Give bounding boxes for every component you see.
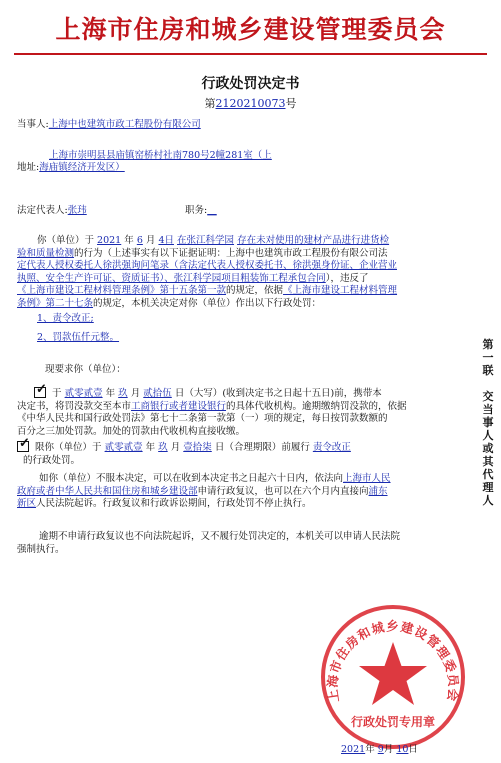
facts-day: 4日 — [158, 235, 174, 246]
opt1-year-suffix: 年 — [105, 388, 116, 399]
checkmark-icon: ✓ — [19, 436, 30, 451]
issue-date — [341, 744, 418, 757]
opt2-year-suffix: 年 — [145, 442, 156, 453]
date-day: 10 — [396, 744, 409, 755]
opt2-year: 贰零贰壹 — [104, 442, 143, 453]
facts-l3: 定代表人授权委托人徐洪强询问笔录（含法定代表人授权委托书、徐洪强身份证、企业营业 — [17, 260, 398, 271]
side-char: 交 — [482, 390, 494, 403]
date-day-suffix: 日 — [408, 744, 418, 755]
facts-l2-rest: 的行为（上述事实有以下证据证明：上海中也建筑市政工程股份有限公司法 — [74, 247, 388, 259]
document-number — [0, 95, 501, 111]
opt1-l3: 《中华人民共和国行政处罚法》第七十二条第一款第（一）项的规定，每日按罚款数额的 — [17, 413, 388, 424]
opt1-l2a: 决定书，将罚没款交至本市 — [17, 400, 132, 412]
facts-l1-pre: 你（单位）于 — [37, 235, 95, 246]
opt1-l2c: 的具体代收机构。逾期缴纳罚没款的，依据 — [226, 400, 407, 412]
organization-name: 上海市住房和城乡建设管理委员会 — [55, 15, 446, 44]
opt1-l1-rest: 日（大写）(收到决定书之日起十五日)前，携带本 — [174, 388, 382, 399]
seal-ring-text: 上海市住房和城乡建设管理委员会 — [324, 618, 462, 704]
seal-star-icon — [359, 642, 427, 705]
side-char: 第 — [482, 338, 494, 351]
opt1-day: 贰拾伍 — [143, 388, 172, 399]
position-label: 职务: — [185, 205, 208, 216]
side-char: 联 — [482, 364, 494, 377]
side-char: 人 — [482, 429, 494, 442]
address-line1 — [49, 150, 272, 163]
side-char: 其 — [482, 455, 494, 468]
date-year: 2021 — [341, 744, 366, 755]
copy-side-label — [479, 338, 497, 507]
appeal-l1a: 如你（单位）不服本决定，可以在收到本决定书之日起六十日内，依法向 — [39, 473, 344, 484]
side-char: 理 — [482, 481, 494, 494]
enforce-l2: 强制执行。 — [17, 543, 65, 555]
facts-l6: 条例》第二十七条 — [17, 297, 94, 309]
facts-month-suffix: 月 — [145, 235, 156, 246]
appeal-district: 浦东 — [368, 485, 388, 497]
appeal-l3b: 人民法院起诉。行政复议和行政诉讼期间，行政处罚不停止执行。 — [36, 498, 312, 509]
facts-l4: 执照、安全生产许可证、资质证书）、张江科学园项目粗装饰工程承包合同 — [17, 272, 326, 284]
opt1-month: 玖 — [118, 388, 128, 399]
requirements-intro: 现要求你（单位）： — [45, 364, 126, 375]
date-month: 9 — [377, 744, 384, 755]
appeal-ministry: 政府或者中华人民共和国住房和城乡建设部 — [17, 485, 198, 497]
requirement-option-2 — [17, 436, 477, 467]
rep-label: 法定代表人: — [17, 205, 68, 216]
penalty-item-2: 2、罚款伍仟元整。 — [37, 332, 120, 343]
facts-l2: 验和质量检测 — [17, 247, 75, 259]
opt2-month-suffix: 月 — [170, 442, 181, 453]
requirement-option-1 — [17, 382, 477, 438]
side-char — [479, 377, 497, 390]
opt1-l4: 百分之三加处罚款。加处的罚款由代收机构直接收缴。 — [17, 425, 246, 437]
side-char: 事 — [482, 416, 494, 429]
facts-year: 2021 — [97, 235, 122, 246]
enforce-l1: 逾期不申请行政复议也不向法院起诉，又不履行处罚决定的，本机关可以申请人民法院 — [39, 531, 401, 542]
position-value: __ — [207, 205, 217, 216]
facts-month: 6 — [136, 235, 143, 246]
checkmark-icon: ✓ — [36, 382, 47, 397]
address-line2 — [17, 162, 125, 175]
side-char: 一 — [482, 351, 494, 364]
legal-rep-line — [17, 205, 87, 218]
checkbox-option-2 — [17, 436, 30, 452]
docno-value: 2120210073 — [215, 97, 286, 110]
facts-l5-tail: 《上海市建设工程材料管理 — [283, 285, 398, 296]
opt1-bank: 工商银行或者建设银行 — [131, 400, 227, 412]
facts-l5: 《上海市建设工程材料管理条例》第十五条第一款 — [17, 285, 227, 296]
opt2-month: 玖 — [158, 442, 168, 453]
opt2-mid: 日（合理期限）前履行 — [214, 442, 310, 453]
side-char: 或 — [482, 442, 494, 455]
party-line — [17, 119, 201, 132]
address-value-2: 海庙镇经济开发区） — [39, 162, 125, 173]
side-char: 代 — [482, 468, 494, 481]
opt2-pre: 限你（单位）于 — [35, 442, 102, 453]
address-label: 地址: — [17, 162, 40, 173]
header-divider — [14, 53, 487, 55]
facts-location: 在张江科学园 — [177, 235, 235, 246]
opt1-pre: 于 — [52, 388, 62, 399]
official-seal — [318, 602, 468, 752]
document-title: 行政处罚决定书 — [201, 76, 300, 92]
appeal-gov: 上海市人民 — [343, 473, 391, 484]
opt1-year: 贰零贰壹 — [64, 388, 103, 399]
side-char: 人 — [482, 494, 494, 507]
rep-name: 张玮 — [67, 205, 87, 216]
party-name: 上海中也建筑市政工程股份有限公司 — [48, 119, 201, 130]
position-line — [185, 205, 217, 218]
opt2-day: 壹拾柒 — [183, 442, 212, 453]
seal-bottom-text: 行政处罚专用章 — [350, 715, 436, 729]
date-year-suffix: 年 — [365, 744, 375, 755]
facts-paragraph — [17, 235, 477, 310]
party-label: 当事人: — [17, 119, 49, 130]
docno-prefix: 第 — [204, 97, 216, 110]
facts-year-suffix: 年 — [124, 235, 134, 246]
opt1-month-suffix: 月 — [130, 388, 141, 399]
date-month-suffix: 月 — [383, 744, 394, 755]
facts-l6-rest: 的规定，本机关决定对你（单位）作出以下行政处罚： — [93, 297, 322, 309]
enforcement-paragraph — [17, 531, 477, 556]
appeal-district-2: 新区 — [17, 498, 37, 509]
opt2-task: 责令改正 — [312, 442, 351, 453]
opt2-l2: 的行政处罚。 — [23, 454, 81, 466]
appeal-paragraph — [17, 473, 477, 511]
facts-l1-tail: 存在未对使用的建材产品进行进货检 — [237, 235, 390, 246]
appeal-l2b: 申请行政复议，也可以在六个月内直接向 — [197, 485, 369, 497]
checkbox-option-1 — [34, 382, 47, 398]
docno-suffix: 号 — [285, 97, 297, 110]
address-value-1: 上海市崇明县县庙镇窑桥村社南780号2幢281室（上 — [49, 150, 272, 161]
side-char: 当 — [482, 403, 494, 416]
facts-l5-mid: 的规定，依据 — [226, 285, 284, 296]
penalty-item-1: 1、责令改正; — [37, 313, 94, 324]
facts-l4-tail: ），违反了 — [325, 272, 369, 284]
